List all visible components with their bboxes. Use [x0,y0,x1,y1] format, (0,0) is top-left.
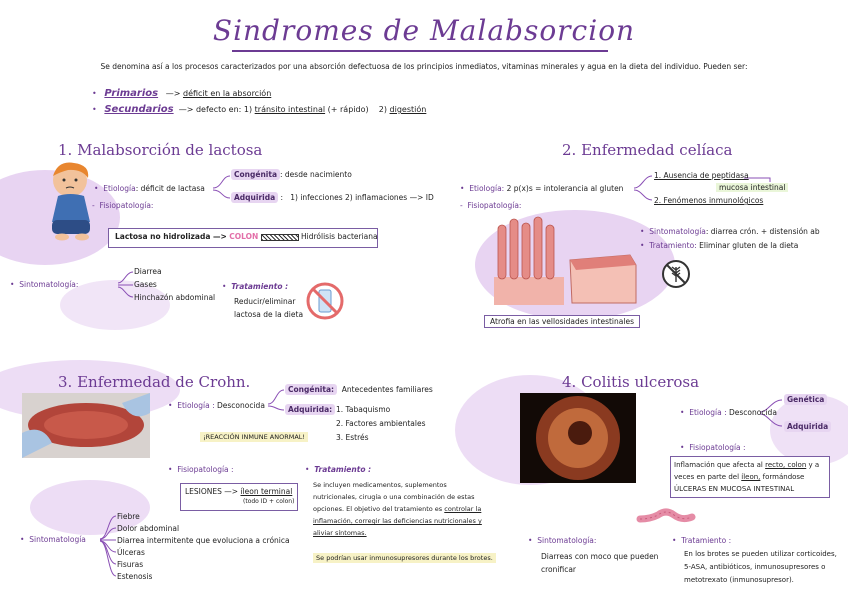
s4-genetica: Genética [784,394,827,405]
bullet: - [460,201,463,210]
bullet: • [305,465,310,474]
s4-fisio-l1b: y a [808,461,820,469]
s3-adq-item: 3. Estrés [336,433,369,442]
s3-trat-l5: aliviar síntomas. [313,529,367,537]
s1-trat-text1: Reducir/eliminar [234,297,296,306]
s1-sintoma: Diarrea [134,267,162,276]
s3-congenita-label: Congénita: [285,384,337,395]
bullet: • [20,535,25,544]
page-title: Sindromes de Malabsorcion [212,14,636,47]
s2-item2: 2. Fenómenos inmunológicos [654,196,764,205]
s2-sinto [640,227,820,236]
s2-sinto-label: Sintomatología [649,227,706,236]
section-3-heading: 3. Enfermedad de Crohn. [58,373,251,391]
section-2-heading: 2. Enfermedad celíaca [562,141,733,159]
s3-trat-l2: nutricionales, cirugía o una combinación de estas [313,493,475,501]
bullet: • [92,105,97,114]
s1-congenita-text: : desde nacimiento [280,170,352,179]
s1-adquirida-text: 1) infecciones 2) inflamaciones —> ID [290,193,434,202]
s3-etiologia [168,401,265,410]
s4-fisio-l2b: formándose [762,473,805,481]
s3-trat-label: Tratamiento : [314,465,372,474]
bullet: • [10,280,15,289]
bullet: • [168,401,173,410]
s4-etiologia-label: Etiología : [689,408,727,417]
primarios-label: Primarios [104,88,159,99]
s2-fisio-label: Fisiopatología: [467,201,522,210]
s3-trat-l3a: opciones. El objetivo del tratamiento es [313,505,443,513]
primarios-arrow: —> [165,89,181,98]
s4-adquirida: Adquirida [784,421,831,432]
s4-sinto [528,536,596,545]
s3-adquirida-label: Adquirida: [285,404,335,415]
s1-box-text: Lactosa no hidrolizada —> [115,232,227,241]
s3-etiologia-text: Desconocida [217,401,265,410]
s3-fisio [168,465,234,474]
bullet: • [680,443,685,452]
s4-fisio [680,443,746,452]
s1-adquirida-sep: : [280,193,284,202]
num2-text: 2) [378,105,387,114]
intro-text: Se denomina así a los procesos caracterizados por una absorción defectuosa de los principios inmediatos, vitaminas minerales y agua en la dieta del individuo. Pueden ser: [100,62,748,71]
s3-trat-l1: Se incluyen medicamentos, suplementos [313,481,447,489]
s3-sintoma: Dolor abdominal [117,524,180,533]
s4-fisio-box [670,456,830,498]
s1-sinto [10,280,78,289]
s1-fisio-box [108,228,378,248]
s4-trat-l1: En los brotes se pueden utilizar corticoides, [684,550,837,558]
s3-sintoma: Diarrea intermitente que evoluciona a crónica [117,536,290,545]
s1-big-arrow [261,234,299,241]
bullet: • [640,241,645,250]
s4-sinto-label: Sintomatología: [537,536,597,545]
s3-reaccion: ¡REACCIÓN INMUNE ANORMAL! [200,432,308,442]
rapido-text: (+ rápido) [327,105,369,114]
s3-congenita-text: Antecedentes familiares [341,385,433,394]
bullet: • [94,184,99,193]
s3-etiologia-label: Etiología : [177,401,215,410]
s2-trat [640,241,798,250]
s2-trat-label: Tratamiento: [649,241,697,250]
s1-fisio [92,201,153,210]
s3-lesiones-box [180,483,298,511]
digestion-text: digestión [389,105,427,114]
s1-hidrolisis: Hidrólisis bacteriana [301,232,378,241]
s4-etiologia-text: Desconocida [729,408,777,417]
s4-fisio-label: Fisiopatología : [689,443,746,452]
intestine-icon [636,495,696,533]
s3-trat-l4: inflamación, corregir las deficiencias nutricionales y [313,517,482,525]
s2-etiologia-label: Etiología: [469,184,505,193]
s3-congenita [285,385,433,394]
s4-sinto-text2: cronificar [541,565,576,574]
s4-sinto-text1: Diarreas con moco que pueden [541,552,659,561]
s1-etiologia-label: Etiología [103,184,136,193]
s1-sinto-label: Sintomatología: [19,280,79,289]
s1-congenita [231,170,352,179]
type-primarios [92,88,271,99]
s1-congenita-label: Congénita [231,169,280,180]
bullet: • [680,408,685,417]
crohn-photo [22,393,150,458]
colitis-photo [520,393,636,483]
s2-caption: Atrofia en las vellosidades intestinales [484,315,640,328]
s4-trat-label: Tratamiento : [681,536,732,545]
s3-sintoma: Fiebre [117,512,140,521]
s4-trat-l2: 5-ASA, antibióticos, inmunosupresores o [684,563,826,571]
no-gluten-icon [660,258,692,290]
section-1-heading: 1. Malabsorción de lactosa [58,141,263,159]
s3-sintoma: Fisuras [117,560,144,569]
primarios-text: déficit en la absorción [182,89,272,98]
s1-sintoma: Hinchazón abdominal [134,293,216,302]
s3-lesiones: LESIONES —> [185,487,239,496]
transito-text: tránsito intestinal [254,105,326,114]
s4-trat-l3: metotrexato (inmunosupresor). [684,576,794,584]
s3-sintoma: Úlceras [117,548,145,557]
villi-illustration [490,215,640,310]
bullet: • [528,536,533,545]
s3-ileon-sub: (todo ID + colon) [243,498,295,505]
s4-fisio-l2a: veces en parte del [674,473,740,481]
s3-trat-l3b: controlar la [444,505,482,513]
s3-adquirida [285,405,335,414]
s3-adq-item: 2. Factores ambientales [336,419,426,428]
s2-trat-text: Eliminar gluten de la dieta [699,241,799,250]
no-milk-icon [305,281,345,321]
s1-adquirida [231,193,434,202]
s3-sinto-label: Sintomatología [29,535,86,544]
s3-adq-item: 1. Tabaquismo [336,405,391,414]
s1-adquirida-label: Adquirida [231,192,278,203]
s2-etiologia-text: 2 p(x)s = intolerancia al gluten [506,184,624,193]
s3-trat [305,465,371,474]
s4-fisio-l1a: Inflamación que afecta al [674,461,763,469]
s2-mucosa: mucosa intestinal [716,183,788,192]
bullet: • [222,282,227,291]
s1-etiologia-text: : déficit de lactasa [135,184,205,193]
s1-colon: COLON [229,232,259,241]
s3-fisio-label: Fisiopatología : [177,465,234,474]
secundarios-text: —> defecto en: 1) [178,105,253,114]
s1-trat-label: Tratamiento : [231,282,289,291]
bullet: • [92,89,97,98]
s2-etiologia [460,184,623,193]
s2-item1: 1. Ausencia de peptidasa [654,171,749,180]
bullet: • [640,227,645,236]
title-underline [232,50,608,52]
s1-etiologia [94,184,205,193]
s4-fisio-l3: ÚLCERAS EN MUCOSA INTESTINAL [674,485,795,493]
section-4-heading: 4. Colitis ulcerosa [562,373,700,391]
bullet: - [92,201,95,210]
s2-sinto-text: : diarrea crón. + distensión ab [705,227,820,236]
s1-trat [222,282,288,291]
s4-etiologia [680,408,777,417]
s4-fisio-recto: recto, colon [765,461,807,469]
s4-trat [672,536,731,545]
s4-fisio-ileon: íleon, [741,473,761,481]
bullet: • [168,465,173,474]
bullet: • [672,536,677,545]
type-secundarios [92,104,426,115]
s3-note: Se podrían usar inmunosupresores durante los brotes. [313,553,496,563]
s1-sintoma: Gases [134,280,157,289]
s1-trat-text2: lactosa de la dieta [234,310,304,319]
secundarios-label: Secundarios [104,104,174,115]
s3-sinto [20,535,86,544]
s3-sintoma: Estenosis [117,572,153,581]
s3-trat-l3 [313,505,481,513]
bullet: • [460,184,465,193]
s3-ileon: íleon terminal [240,487,293,496]
s2-fisio [460,201,521,210]
s1-fisio-label: Fisiopatología: [99,201,154,210]
